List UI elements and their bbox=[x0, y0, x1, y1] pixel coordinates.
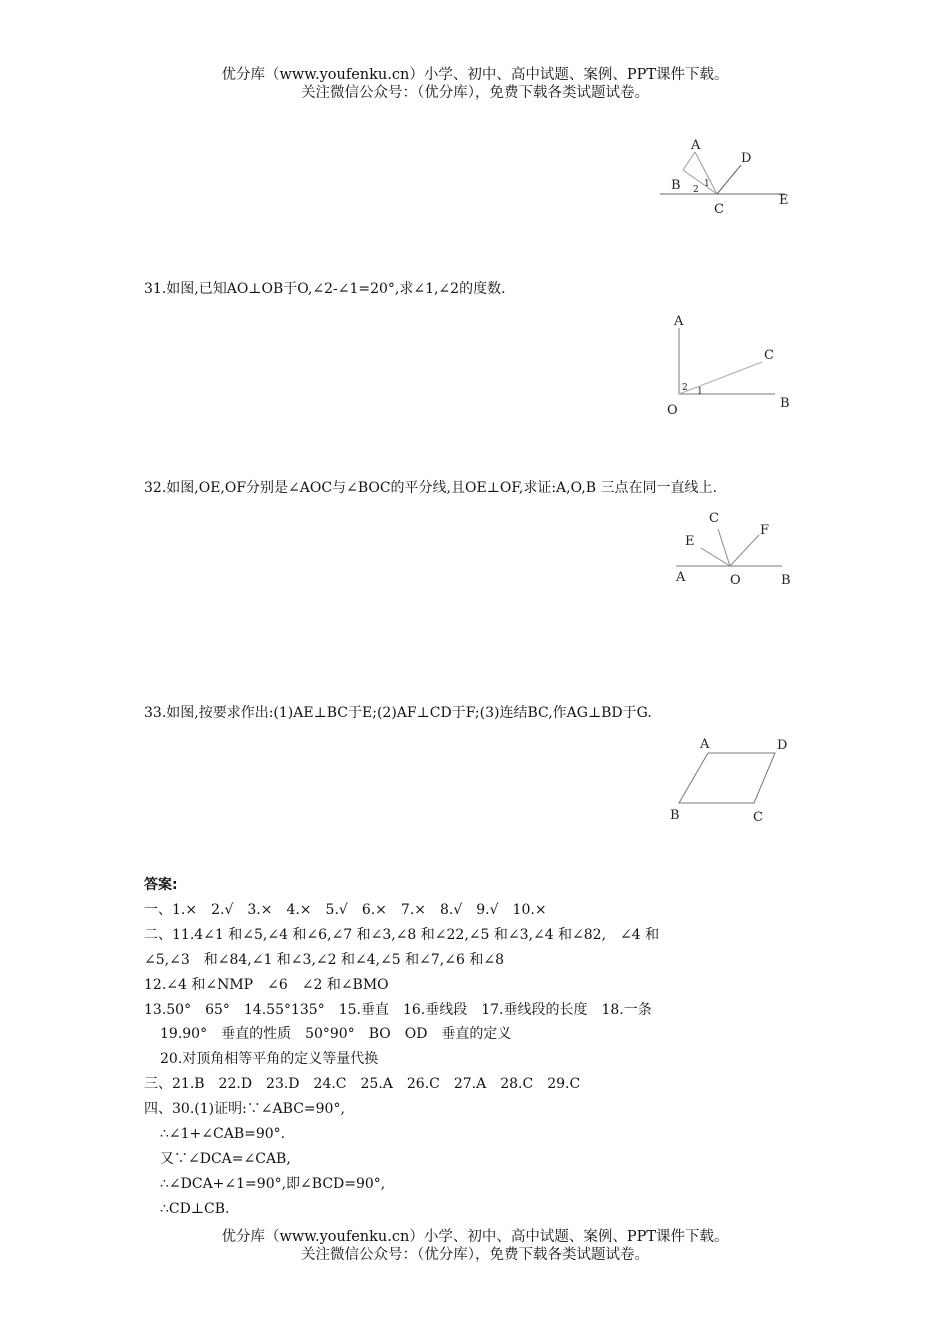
footer-line-2: 关注微信公众号：（优分库），免费下载各类试题试卷。 bbox=[301, 1247, 649, 1263]
answer-line: ∴∠1+∠CAB=90°. bbox=[160, 1126, 286, 1143]
answer-line: 20.对顶角相等平角的定义等量代换 bbox=[160, 1051, 379, 1068]
answer-line: ∴∠DCA+∠1=90°,即∠BCD=90°, bbox=[160, 1175, 386, 1192]
page-footer bbox=[0, 1228, 950, 1264]
label-angle-1: 1 bbox=[704, 179, 710, 189]
figure-q33 bbox=[665, 731, 805, 831]
label-c: C bbox=[709, 511, 719, 526]
answer-line: 12.∠4 和∠NMP ∠6 ∠2 和∠BMO bbox=[144, 976, 389, 993]
label-d: D bbox=[777, 738, 788, 753]
answers-section bbox=[144, 873, 824, 1222]
label-b: B bbox=[671, 178, 681, 193]
answer-line: 二、11.4∠1 和∠5,∠4 和∠6,∠7 和∠3,∠8 和∠22,∠5 和∠3,∠4 和∠82, ∠4 和 bbox=[144, 926, 660, 943]
question-31: 31.如图,已知AO⊥OB于O,∠2-∠1=20°,求∠1,∠2的度数. bbox=[144, 281, 506, 297]
page-header bbox=[0, 66, 950, 102]
label-d: D bbox=[741, 151, 752, 166]
header-line-2: 关注微信公众号：（优分库），免费下载各类试题试卷。 bbox=[301, 85, 649, 101]
label-c: C bbox=[714, 202, 724, 217]
figure-q32 bbox=[668, 505, 808, 595]
figure-q30 bbox=[655, 132, 805, 222]
header-line-1: 优分库（www.youfenku.cn）小学、初中、高中试题、案例、PPT课件下载。 bbox=[221, 67, 729, 83]
answer-line: ∠5,∠3 和∠84,∠1 和∠3,∠2 和∠4,∠5 和∠7,∠6 和∠8 bbox=[144, 951, 504, 968]
label-b: B bbox=[670, 808, 680, 823]
label-angle-2: 2 bbox=[693, 185, 699, 195]
label-angle-1: 1 bbox=[697, 387, 703, 397]
label-e: E bbox=[685, 534, 695, 549]
label-b: B bbox=[781, 573, 791, 588]
label-c: C bbox=[753, 810, 763, 825]
answers-title: 答案: bbox=[144, 877, 178, 893]
question-33: 33.如图,按要求作出:(1)AE⊥BC于E;(2)AF⊥CD于F;(3)连结BC,作AG⊥BD于G. bbox=[144, 705, 652, 721]
label-o: O bbox=[730, 573, 741, 588]
answer-line: 一、1.× 2.√ 3.× 4.× 5.√ 6.× 7.× 8.√ 9.√ 10.× bbox=[144, 901, 547, 918]
label-a: A bbox=[700, 737, 710, 752]
figure-q31 bbox=[660, 308, 810, 423]
label-a: A bbox=[676, 570, 686, 585]
label-f: F bbox=[760, 523, 770, 538]
label-a: A bbox=[674, 314, 684, 329]
answer-line: 四、30.(1)证明:∵∠ABC=90°, bbox=[144, 1101, 345, 1118]
label-o: O bbox=[667, 403, 678, 418]
label-a: A bbox=[691, 138, 701, 153]
answer-line: ∴CD⊥CB. bbox=[160, 1200, 230, 1217]
question-32: 32.如图,OE,OF分别是∠AOC与∠BOC的平分线,且OE⊥OF,求证:A,O,B 三点在同一直线上. bbox=[144, 480, 717, 496]
label-angle-2: 2 bbox=[682, 383, 688, 393]
answer-line: 又∵∠DCA=∠CAB, bbox=[160, 1150, 291, 1167]
answer-line: 三、21.B 22.D 23.D 24.C 25.A 26.C 27.A 28.C 29.C bbox=[144, 1076, 581, 1093]
label-b: B bbox=[780, 396, 790, 411]
label-e: E bbox=[779, 193, 789, 208]
answer-line: 13.50° 65° 14.55°135° 15.垂直 16.垂线段 17.垂线段的长度 18.一条 bbox=[144, 1001, 652, 1018]
label-c: C bbox=[764, 348, 774, 363]
footer-line-1: 优分库（www.youfenku.cn）小学、初中、高中试题、案例、PPT课件下载。 bbox=[221, 1229, 729, 1245]
answer-line: 19.90° 垂直的性质 50°90° BO OD 垂直的定义 bbox=[160, 1026, 512, 1043]
